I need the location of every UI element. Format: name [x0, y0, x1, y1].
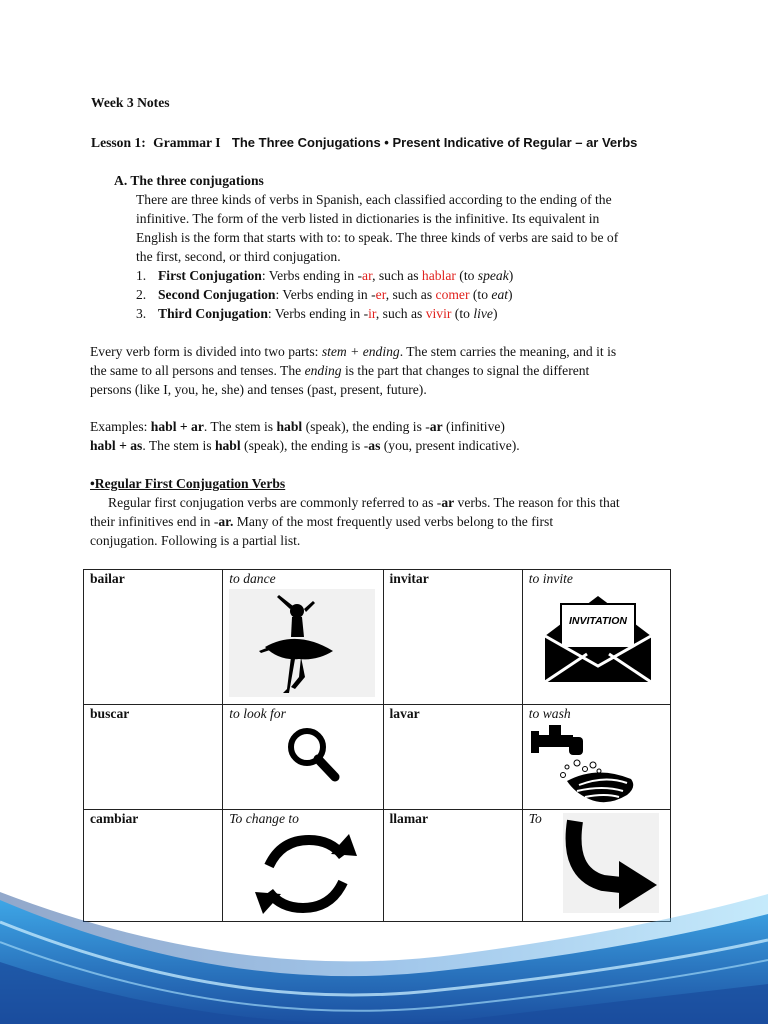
- text-run: habl + ar: [150, 419, 204, 434]
- list-text: : Verbs ending in -: [267, 306, 369, 321]
- list-text: , such as: [385, 287, 436, 302]
- list-number: 1.: [136, 268, 147, 283]
- text-run: habl: [214, 438, 241, 453]
- list-item: [136, 304, 618, 323]
- lesson-label: Grammar I: [153, 135, 221, 150]
- list-text: , such as: [372, 268, 422, 283]
- conjugation-list: [136, 266, 618, 323]
- tap-and-hands-icon: [527, 723, 647, 805]
- section-a-paragraph: [136, 190, 618, 323]
- stem-paragraph: [90, 342, 616, 399]
- meaning-text: to look for: [229, 706, 286, 721]
- invitation-label: INVITATION: [568, 615, 627, 627]
- text-run: as: [368, 438, 381, 453]
- ending-text: ir: [368, 306, 376, 321]
- verb-cell: [383, 570, 522, 705]
- paragraph-line: [90, 493, 620, 512]
- list-text: ): [492, 306, 498, 321]
- paragraph-line: [90, 361, 616, 380]
- meaning-cell: [223, 705, 383, 810]
- regular-paragraph: [90, 493, 620, 550]
- lesson-topic: The Three Conjugations • Present Indicative of Regular – ar Verbs: [231, 135, 638, 150]
- verb-cell: [84, 570, 223, 705]
- meaning-text: To: [528, 811, 542, 826]
- examples-paragraph: [90, 417, 520, 455]
- list-term: Third Conjugation: [158, 306, 268, 321]
- list-text: (to: [451, 306, 474, 321]
- meaning-cell: [522, 705, 670, 810]
- list-term: First Conjugation: [158, 268, 262, 283]
- text-run: ar: [429, 419, 443, 434]
- regular-verbs-heading: •Regular First Conjugation Verbs: [90, 476, 286, 491]
- ending-text: er: [375, 287, 386, 302]
- text-run: habl: [276, 419, 303, 434]
- table-row: [84, 570, 671, 705]
- verb-text: llamar: [389, 811, 429, 826]
- magnifier-icon: [283, 723, 343, 785]
- paragraph-line: persons (like I, you, he, she) and tenses (past, present, future).: [90, 382, 427, 397]
- list-text: : Verbs ending in -: [275, 287, 376, 302]
- paragraph-line: [90, 417, 520, 436]
- ending-text: ar: [362, 268, 373, 283]
- ballerina-icon: [229, 589, 375, 697]
- meaning-text: eat: [491, 287, 509, 302]
- table-row: [84, 705, 671, 810]
- paragraph-line: [90, 342, 616, 361]
- paragraph-line: [90, 512, 620, 531]
- list-text: : Verbs ending in -: [261, 268, 363, 283]
- paragraph-line: [90, 436, 520, 455]
- verb-text: buscar: [90, 706, 130, 721]
- text-run: Examples:: [90, 419, 151, 434]
- invitation-envelope-icon: [543, 594, 653, 684]
- page-title: Week 3 Notes: [91, 95, 170, 110]
- text-run: is the part that changes to signal the different: [341, 363, 590, 378]
- verb-cell: [84, 705, 223, 810]
- verb-text: cambiar: [90, 811, 139, 826]
- meaning-text: To change to: [229, 811, 299, 826]
- text-run: . The stem carries the meaning, and it is: [399, 344, 617, 359]
- meaning-text: speak: [477, 268, 509, 283]
- list-text: (to: [455, 268, 478, 283]
- verb-text: lavar: [389, 706, 420, 721]
- footer-wave-decoration: [0, 864, 768, 1024]
- text-run: (speak), the ending is -: [240, 438, 369, 453]
- text-run: Many of the most frequently used verbs belong to the first: [233, 514, 554, 529]
- text-run: stem + ending: [321, 344, 400, 359]
- paragraph-line: conjugation. Following is a partial list.: [90, 533, 301, 548]
- text-run: their infinitives end in -: [90, 514, 219, 529]
- list-item: [136, 266, 618, 285]
- meaning-cell: [223, 570, 383, 705]
- verb-text: bailar: [90, 571, 125, 586]
- text-run: (speak), the ending is -: [302, 419, 430, 434]
- example-verb: comer: [435, 287, 470, 302]
- meaning-text: live: [473, 306, 493, 321]
- text-run: ar: [441, 495, 455, 510]
- text-run: . The stem is: [142, 438, 215, 453]
- example-verb: hablar: [421, 268, 456, 283]
- list-text: (to: [469, 287, 492, 302]
- list-term: Second Conjugation: [158, 287, 276, 302]
- text-run: verbs. The reason for this that: [454, 495, 620, 510]
- lesson-prefix: Lesson 1:: [91, 135, 146, 150]
- verb-cell: [383, 705, 522, 810]
- verb-text: invitar: [389, 571, 429, 586]
- text-run: ar.: [218, 514, 234, 529]
- paragraph-line: English is the form that starts with to: to speak. The three kinds of verbs are said to be of: [136, 230, 619, 245]
- meaning-text: to invite: [528, 571, 573, 586]
- paragraph-line: infinitive. The form of the verb listed in dictionaries is the infinitive. Its equivalent in: [136, 211, 600, 226]
- section-a-heading: A. The three conjugations: [114, 173, 264, 188]
- list-text: ): [508, 287, 513, 302]
- meaning-cell: [522, 570, 670, 705]
- list-number: 3.: [136, 306, 147, 321]
- list-text: ): [508, 268, 514, 283]
- list-number: 2.: [136, 287, 147, 302]
- text-run: (you, present indicative).: [380, 438, 520, 453]
- paragraph-line: the first, second, or third conjugation.: [136, 249, 341, 264]
- list-item: [136, 285, 618, 304]
- text-run: . The stem is: [203, 419, 277, 434]
- text-run: (infinitive): [442, 419, 505, 434]
- text-run: Regular first conjugation verbs are commonly referred to as -: [108, 495, 442, 510]
- text-run: habl + as: [90, 438, 143, 453]
- text-run: ending: [304, 363, 342, 378]
- text-run: the same to all persons and tenses. The: [90, 363, 305, 378]
- text-run: Every verb form is divided into two parts:: [90, 344, 322, 359]
- list-text: , such as: [375, 306, 426, 321]
- example-verb: vivir: [425, 306, 452, 321]
- lesson-heading: [91, 133, 637, 152]
- meaning-text: to wash: [528, 706, 571, 721]
- paragraph-line: There are three kinds of verbs in Spanish, each classified according to the ending of the: [136, 192, 612, 207]
- meaning-text: to dance: [229, 571, 276, 586]
